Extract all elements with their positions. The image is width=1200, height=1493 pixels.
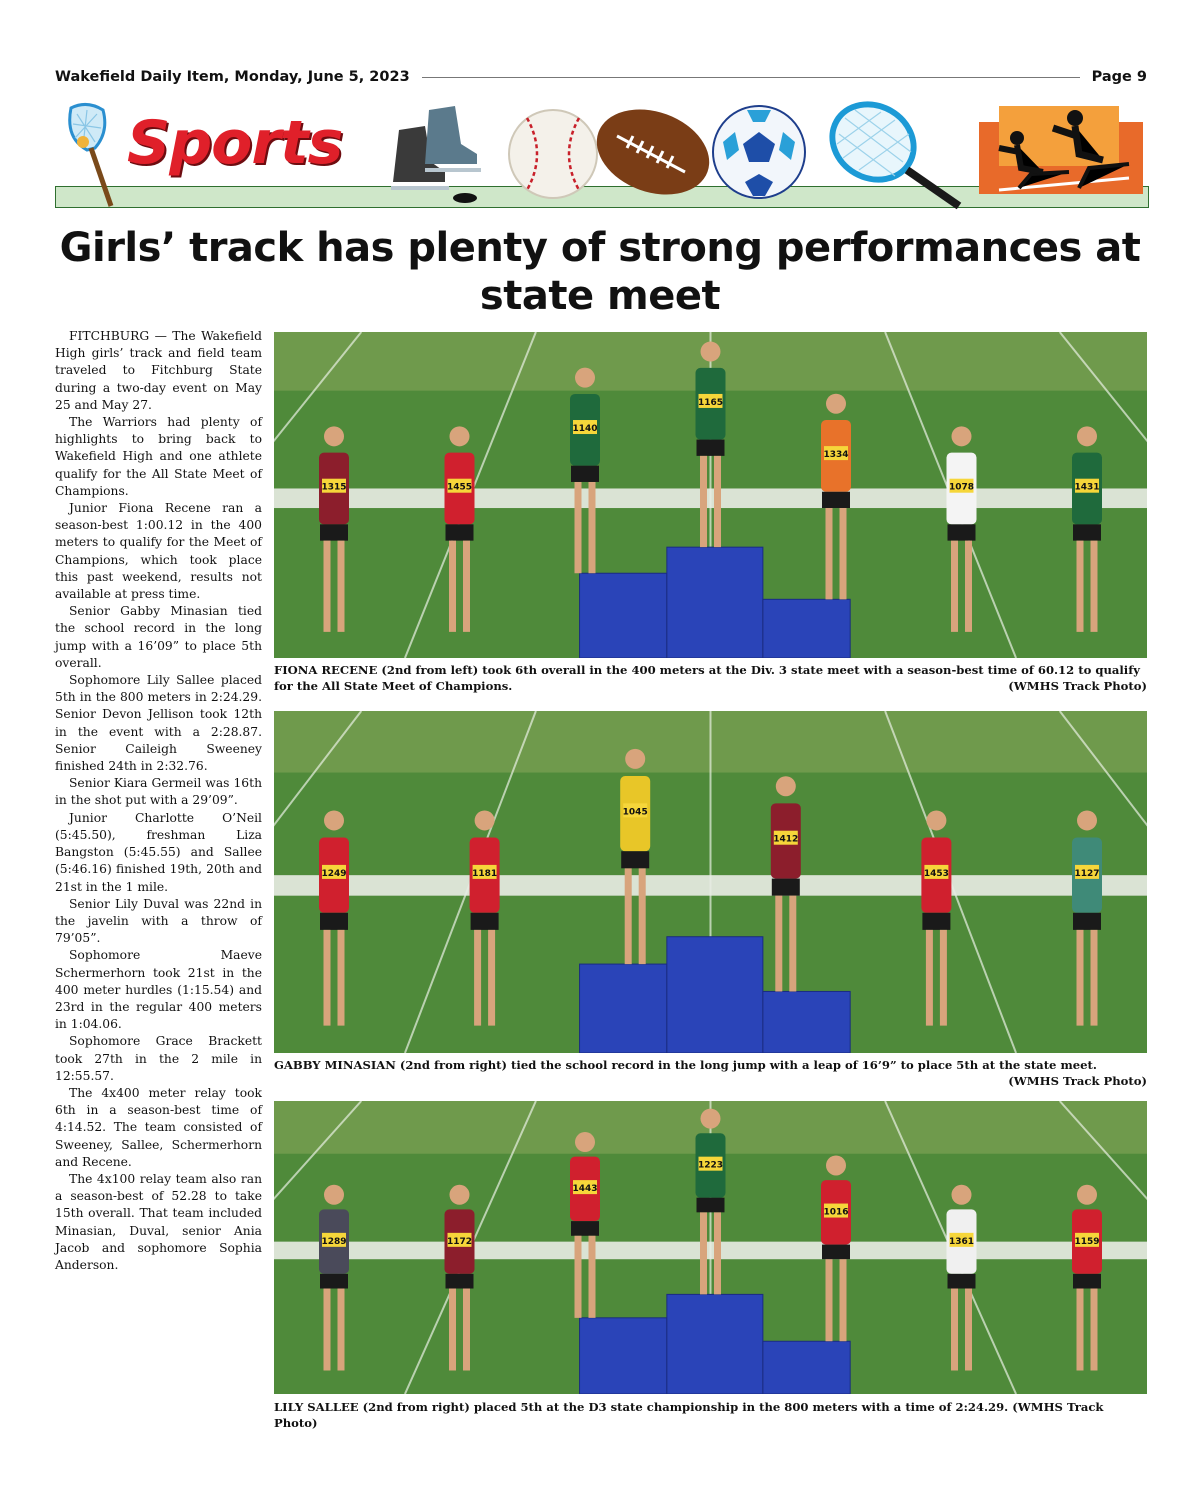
photo-scene [274,711,1147,1053]
bib-number: 1455 [446,482,473,493]
photo-credit: (WMHS Track Photo) [1008,1074,1147,1088]
folio-line [55,66,1147,88]
bib-number: 1045 [622,807,648,818]
podium-block [667,937,763,1053]
bib-number: 1223 [697,1160,724,1171]
podium-photo-long-jump [274,711,1147,1053]
story-paragraph: The Warriors had plenty of highlights to bring back to Wakefield High and one athlete qualify for the All State Meet of Champions. [55,415,262,498]
bib-number: 1361 [948,1236,975,1247]
bib-number: 1334 [823,450,849,461]
page-number: Page 9 [1091,69,1147,85]
hurdlers-icon [979,98,1143,206]
bib-number: 1249 [321,868,347,879]
sports-banner [55,96,1147,214]
story-paragraph: Junior Fiona Recene ran a season-best 1:00.12 in the 400 meters to qualify for the Meet of Champions, which took place this past weekend, results not available at press time. [55,501,262,602]
bib-number: 1453 [923,868,949,879]
bib-number: 1140 [572,424,598,435]
bib-number: 1016 [823,1207,849,1218]
podium-block [580,573,667,658]
photo-caption-400m [274,662,1147,694]
photo-credit: (WMHS Track Photo) [274,1400,1104,1430]
podium-photo-800m [274,1101,1147,1394]
story-paragraph: Sophomore Grace Brackett took 27th in the 2 mile in 12:55.57. [55,1034,262,1083]
ice-skates-icon [385,100,495,210]
podium-block [667,547,763,658]
photo-scene [274,1101,1147,1394]
bib-number: 1181 [472,868,498,879]
sports-wordmark: Sports [127,108,343,178]
story-paragraph: FITCHBURG — The Wakefield High girls’ track and field team traveled to Fitchburg State during a two-day event on May 25 and May 27. [55,329,262,412]
soccer-ball-icon [709,102,809,202]
story-paragraph: Sophomore Lily Sallee placed 5th in the 800 meters in 2:24.29. Senior Devon Jellison took 12th in the event with a 2:28.87. Senior Caileigh Sweeney finished 24th in 2:32.76. [55,673,262,774]
story-body [55,328,262,1274]
podium-photo-400m [274,332,1147,658]
photo-credit: (WMHS Track Photo) [1008,679,1147,693]
story-paragraph: Junior Charlotte O’Neil (5:45.50), freshman Liza Bangston (5:45.55) and Sallee (5:46.16) finished 19th, 20th and 21st in the 1 mile. [55,810,262,894]
bib-number: 1165 [697,397,724,408]
bib-number: 1078 [948,482,975,493]
folio-rule [422,77,1080,78]
paper-name-date: Wakefield Daily Item, Monday, June 5, 2023 [55,69,410,85]
photo-scene [274,332,1147,658]
story-paragraph: Senior Lily Duval was 22nd in the javelin with a throw of 79’05”. [55,896,262,946]
bib-number: 1431 [1074,482,1100,493]
tennis-racket-icon [815,98,965,210]
story-paragraph: Senior Gabby Minasian tied the school record in the long jump with a 16’09” to place 5th overall. [55,604,262,670]
podium-block [763,991,850,1053]
photo-caption-800m [274,1399,1147,1431]
photo-caption-long-jump [274,1057,1147,1089]
podium-block [580,1318,667,1394]
bib-number: 1159 [1074,1236,1100,1247]
podium-block [667,1294,763,1394]
headline: Girls’ track has plenty of strong performances at state meet [59,225,1141,319]
caption-text: GABBY MINASIAN (2nd from right) tied the school record in the long jump with a leap of 16’9” to place 5th at the state meet. [274,1058,1097,1072]
story-paragraph: Sophomore Maeve Schermerhorn took 21st in the 400 meter hurdles (1:15.54) and 23rd in the regular 400 meters in 1:04.06. [55,948,262,1032]
baseball-icon [505,106,601,202]
caption-text: FIONA RECENE (2nd from left) took 6th overall in the 400 meters at the Div. 3 state meet with a season-best time of 60.12 to qualify for the All State Meet of Champions. [274,663,1140,693]
bib-number: 1315 [321,482,347,493]
lacrosse-stick-icon [57,102,123,208]
story-paragraph: The 4x400 meter relay took 6th in a season-best time of 4:14.52. The team consisted of Sweeney, Sallee, Schermerhorn and Recene. [55,1085,262,1169]
bib-number: 1412 [773,834,799,845]
bib-number: 1289 [321,1236,347,1247]
story-paragraph: The 4x100 relay team also ran a season-best of 52.28 to take 15th overall. That team included Minasian, Duval, senior Ania Jacob and sophomore Sophia Anderson. [55,1171,262,1272]
story-paragraph: Senior Kiara Germeil was 16th in the shot put with a 29’09”. [55,776,262,808]
podium-block [763,1341,850,1394]
bib-number: 1172 [446,1236,473,1247]
bib-number: 1443 [572,1184,598,1195]
podium-block [763,599,850,658]
football-icon [593,96,713,208]
bib-number: 1127 [1074,868,1100,879]
caption-text: LILY SALLEE (2nd from right) placed 5th at the D3 state championship in the 800 meters with a time of 2:24.29. [274,1400,1009,1414]
podium-block [580,964,667,1053]
